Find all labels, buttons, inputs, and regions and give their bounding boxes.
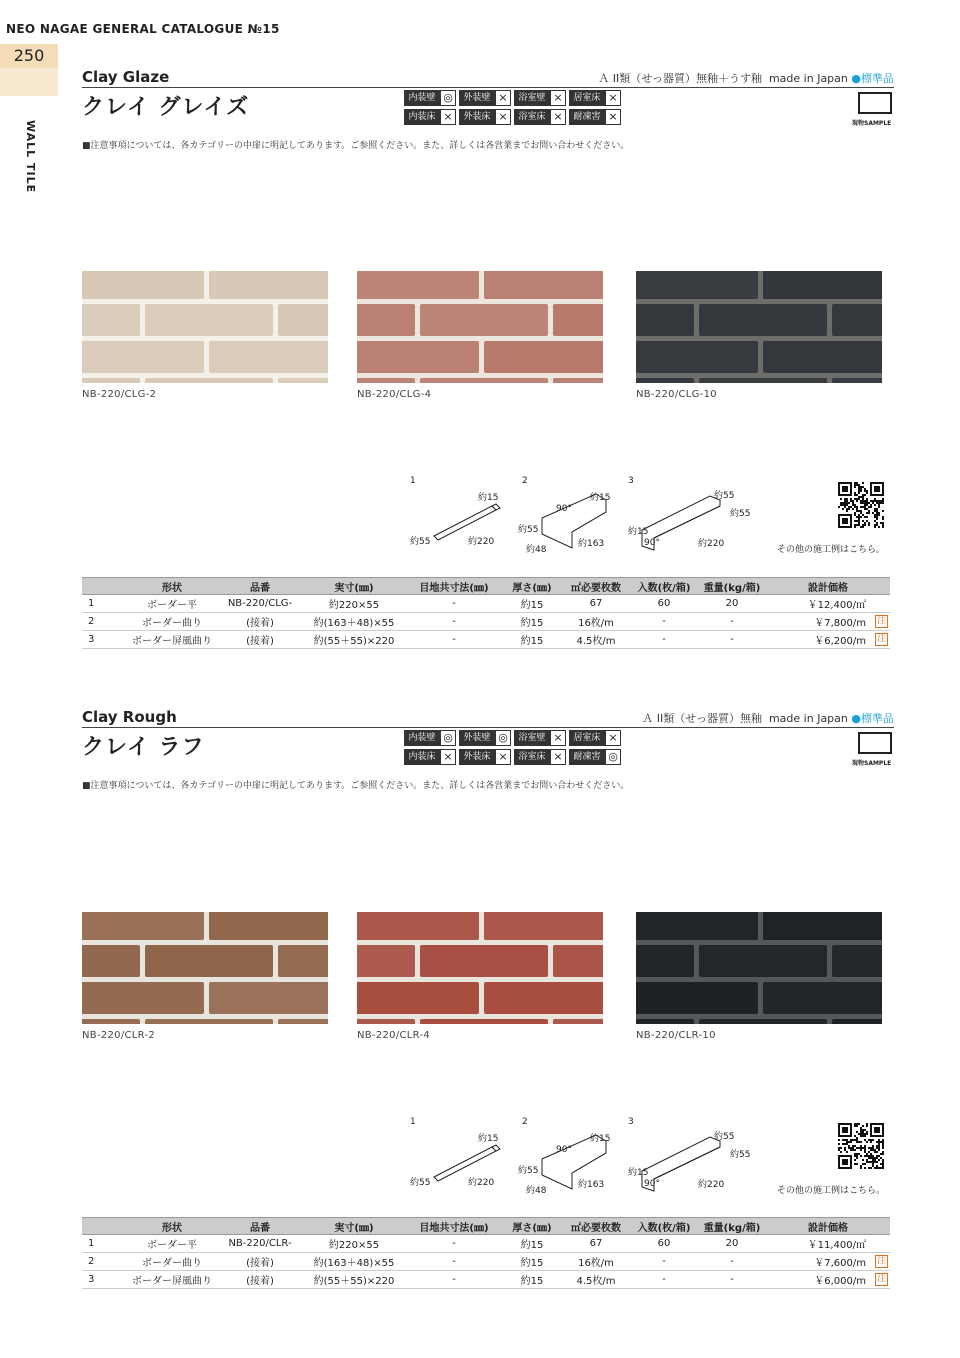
column-header: 目地共寸法(㎜) [406, 1218, 502, 1235]
brick [553, 304, 603, 336]
table-header-row [82, 578, 890, 595]
product-name-en: Clay Glaze [82, 68, 170, 86]
dimension-label: 約55 [518, 525, 539, 535]
dimension-label: 約163 [578, 1180, 605, 1190]
table-row [82, 631, 890, 649]
dimension-label: 2 [522, 476, 528, 486]
note-badge: 注 [876, 616, 886, 626]
qr-code-icon [838, 1123, 884, 1169]
dimension-label: 2 [522, 1117, 528, 1127]
side-label: WALL TILE [24, 120, 37, 194]
brick [357, 912, 479, 940]
brick-pattern [82, 912, 328, 1024]
dimension-label: 約15 [478, 493, 499, 503]
tile-image [636, 271, 882, 383]
dimension-label: 90° [644, 1179, 660, 1189]
brick [636, 304, 694, 336]
table-cell: (接着) [218, 1253, 302, 1271]
table-cell: 約15 [502, 613, 562, 631]
table-cell: 60 [630, 595, 698, 613]
brick [484, 912, 603, 940]
table-cell: 1 [82, 595, 126, 613]
sample-icon [858, 92, 892, 114]
brick [145, 378, 273, 383]
caution-note: ■注意事項については、各カテゴリーの中扉に明記してあります。ご参照ください。また、詳しくは各営業までお問い合わせください。 [82, 781, 630, 791]
brick [82, 982, 204, 1014]
brick [699, 304, 827, 336]
brick [832, 304, 882, 336]
classification: Ａ II類（せっ器質）無釉 made in Japan ●標準品 [642, 712, 894, 725]
table-cell: 4.5枚/m [562, 1271, 630, 1289]
qr-caption: その他の施工例はこちら。 [777, 1186, 886, 1196]
table-cell: ボーダー平 [126, 595, 218, 613]
brick [484, 271, 603, 299]
tile-code: NB-220/CLR-2 [82, 1030, 156, 1041]
table-cell: - [406, 595, 502, 613]
brick [357, 945, 415, 977]
table-cell: NB-220/CLG- [218, 595, 302, 613]
brick [278, 378, 328, 383]
table-cell: 約(163＋48)×55 [302, 1253, 406, 1271]
table-cell: 約(163＋48)×55 [302, 613, 406, 631]
brick [832, 945, 882, 977]
table-cell: - [698, 613, 766, 631]
column-header: 形状 [126, 578, 218, 595]
table-cell: 20 [698, 1235, 766, 1253]
brick [209, 271, 328, 299]
column-header: 実寸(㎜) [302, 578, 406, 595]
column-header: 品番 [218, 578, 302, 595]
brick [357, 341, 479, 373]
table-cell: - [406, 1235, 502, 1253]
dimension-label: 3 [628, 476, 634, 486]
table-cell: 3 [82, 631, 126, 649]
shape-diagrams [400, 1113, 780, 1195]
table-cell: 約15 [502, 1253, 562, 1271]
table-row [82, 1253, 890, 1271]
table-cell: - [698, 1253, 766, 1271]
table-cell: ボーダー平 [126, 1235, 218, 1253]
page-number: 250 [0, 44, 58, 68]
brick [357, 304, 415, 336]
usage-badges: 内装壁 ◎ 外装壁 × 浴室壁 × 居室床 × 内装床 × 外装床 × 浴室床 × 耐凍害 × [404, 90, 624, 125]
dimension-label: 約15 [628, 1168, 649, 1178]
tile-code: NB-220/CLR-10 [636, 1030, 716, 1041]
brick [636, 945, 694, 977]
dimension-label: 約48 [526, 545, 547, 555]
brick [484, 341, 603, 373]
brick-pattern [82, 271, 328, 383]
tile-image [82, 912, 328, 1024]
table-cell: NB-220/CLR- [218, 1235, 302, 1253]
table-row [82, 1271, 890, 1289]
table-cell: 3 [82, 1271, 126, 1289]
caution-note: ■注意事項については、各カテゴリーの中扉に明記してあります。ご参照ください。また、詳しくは各営業までお問い合わせください。 [82, 141, 630, 151]
dimension-label: 90° [556, 504, 572, 514]
dimension-label: 約55 [730, 1150, 751, 1160]
brick [636, 378, 694, 383]
brick [763, 912, 882, 940]
page-tab-band [0, 68, 58, 96]
column-header: 厚さ(㎜) [502, 578, 562, 595]
table-cell: 約220×55 [302, 1235, 406, 1253]
dimension-label: 約220 [468, 537, 495, 547]
table-cell: 約(55＋55)×220 [302, 1271, 406, 1289]
brick [357, 271, 479, 299]
brick [145, 304, 273, 336]
table-row [82, 595, 890, 613]
table-cell: ボーダー屏風曲り [126, 1271, 218, 1289]
dimension-label: 90° [556, 1145, 572, 1155]
table-header-row [82, 1218, 890, 1235]
brick [763, 341, 882, 373]
brick [636, 1019, 694, 1024]
brick [420, 945, 548, 977]
table-cell: - [698, 1271, 766, 1289]
dimension-label: 1 [410, 476, 416, 486]
brick [832, 1019, 882, 1024]
table-cell: - [630, 613, 698, 631]
brick-pattern [357, 271, 603, 383]
table-cell: - [406, 631, 502, 649]
table-cell: 20 [698, 595, 766, 613]
table-cell: ￥7,600/m 注 [766, 1253, 890, 1271]
section-clay-rough [82, 708, 894, 798]
product-name-jp: クレイ グレイズ [82, 95, 250, 120]
table-cell: 約15 [502, 631, 562, 649]
table-cell: 約220×55 [302, 595, 406, 613]
table-cell: (接着) [218, 631, 302, 649]
brick [209, 341, 328, 373]
column-header: 目地共寸法(㎜) [406, 578, 502, 595]
table-cell: - [406, 1271, 502, 1289]
product-name-en: Clay Rough [82, 708, 177, 726]
brick [278, 304, 328, 336]
brick [357, 1019, 415, 1024]
table-cell: - [698, 631, 766, 649]
brick [145, 1019, 273, 1024]
brick [145, 945, 273, 977]
table-cell: 2 [82, 613, 126, 631]
table-cell: 約15 [502, 1271, 562, 1289]
dimension-label: 約15 [478, 1134, 499, 1144]
shape-diagrams [400, 472, 780, 554]
brick [209, 982, 328, 1014]
dimension-label: 約163 [578, 539, 605, 549]
classification: Ａ II類（せっ器質）無釉＋うす釉 made in Japan ●標準品 [598, 72, 894, 85]
qr-caption: その他の施工例はこちら。 [777, 545, 886, 555]
table-cell: 60 [630, 1235, 698, 1253]
brick [699, 945, 827, 977]
table-cell: (接着) [218, 1271, 302, 1289]
brick [636, 271, 758, 299]
brick [699, 1019, 827, 1024]
qr-code-icon [838, 482, 884, 528]
brick [420, 1019, 548, 1024]
tile-image [82, 271, 328, 383]
tile-image [357, 912, 603, 1024]
spec-table [82, 577, 890, 649]
dimension-label: 3 [628, 1117, 634, 1127]
table-cell: ￥11,400/㎡ [766, 1235, 890, 1253]
brick [82, 378, 140, 383]
sample-label: 現物SAMPLE [852, 120, 892, 127]
tile-image [357, 271, 603, 383]
dimension-label: 約15 [590, 1134, 611, 1144]
brick-pattern [636, 271, 882, 383]
brick [278, 1019, 328, 1024]
dimension-label: 約48 [526, 1186, 547, 1196]
dimension-label: 約55 [410, 1178, 431, 1188]
brick [82, 945, 140, 977]
tile-image [636, 912, 882, 1024]
column-header: 入数(枚/箱) [630, 1218, 698, 1235]
dimension-label: 約55 [714, 1132, 735, 1142]
brick [420, 304, 548, 336]
catalogue-title: NEO NAGAE GENERAL CATALOGUE №15 [6, 22, 280, 36]
brick [763, 982, 882, 1014]
dimension-label: 約55 [730, 509, 751, 519]
table-cell: 16枚/m [562, 613, 630, 631]
brick [636, 912, 758, 940]
table-cell: ボーダー曲り [126, 613, 218, 631]
tile-code: NB-220/CLG-10 [636, 389, 717, 400]
brick [82, 1019, 140, 1024]
table-cell: (接着) [218, 613, 302, 631]
dimension-label: 約220 [698, 1180, 725, 1190]
note-badge: 注 [876, 1256, 886, 1266]
brick-pattern [636, 912, 882, 1024]
brick [636, 341, 758, 373]
brick [832, 378, 882, 383]
table-cell: ボーダー屏風曲り [126, 631, 218, 649]
brick [553, 378, 603, 383]
column-header: 設計価格 [766, 1218, 890, 1235]
brick [484, 982, 603, 1014]
dimension-label: 約55 [410, 537, 431, 547]
table-cell: ￥6,000/m 注 [766, 1271, 890, 1289]
table-cell: 2 [82, 1253, 126, 1271]
table-row [82, 613, 890, 631]
brick [82, 341, 204, 373]
brick [82, 304, 140, 336]
table-cell: - [630, 1253, 698, 1271]
table-cell: 67 [562, 595, 630, 613]
section-clay-glaze [82, 68, 894, 158]
column-header: ㎡必要枚数 [562, 1218, 630, 1235]
column-header: 設計価格 [766, 578, 890, 595]
table-cell: 約15 [502, 1235, 562, 1253]
brick [420, 378, 548, 383]
dimension-label: 90° [644, 538, 660, 548]
brick [763, 271, 882, 299]
table-cell: ￥12,400/㎡ [766, 595, 890, 613]
dimension-label: 約15 [628, 527, 649, 537]
table-cell: 約15 [502, 595, 562, 613]
brick [82, 912, 204, 940]
column-header: ㎡必要枚数 [562, 578, 630, 595]
dimension-label: 約55 [518, 1166, 539, 1176]
note-badge: 注 [876, 1274, 886, 1284]
table-cell: 67 [562, 1235, 630, 1253]
table-cell: 約(55＋55)×220 [302, 631, 406, 649]
sample-icon [858, 732, 892, 754]
dimension-label: 約220 [468, 1178, 495, 1188]
note-badge: 注 [876, 634, 886, 644]
brick [357, 982, 479, 1014]
table-cell: 1 [82, 1235, 126, 1253]
column-header: 厚さ(㎜) [502, 1218, 562, 1235]
column-header: 重量(kg/箱) [698, 578, 766, 595]
table-cell: ボーダー曲り [126, 1253, 218, 1271]
column-header: 実寸(㎜) [302, 1218, 406, 1235]
product-name-jp: クレイ ラフ [82, 735, 205, 760]
column-header: 重量(kg/箱) [698, 1218, 766, 1235]
column-header: 品番 [218, 1218, 302, 1235]
tile-code: NB-220/CLR-4 [357, 1030, 431, 1041]
tile-code: NB-220/CLG-4 [357, 389, 432, 400]
brick [636, 982, 758, 1014]
table-cell: ￥7,800/m 注 [766, 613, 890, 631]
usage-badges: 内装壁 ◎ 外装壁 ◎ 浴室壁 × 居室床 × 内装床 × 外装床 × 浴室床 × 耐凍害 ◎ [404, 730, 624, 765]
dimension-label: 約55 [714, 491, 735, 501]
table-cell: ￥6,200/m 注 [766, 631, 890, 649]
brick [82, 271, 204, 299]
brick [553, 1019, 603, 1024]
column-header: 形状 [126, 1218, 218, 1235]
table-cell: - [406, 1253, 502, 1271]
column-header: 入数(枚/箱) [630, 578, 698, 595]
sample-label: 現物SAMPLE [852, 760, 892, 767]
table-row [82, 1235, 890, 1253]
brick [553, 945, 603, 977]
brick-pattern [357, 912, 603, 1024]
table-cell: 16枚/m [562, 1253, 630, 1271]
brick [357, 378, 415, 383]
dimension-label: 約15 [590, 493, 611, 503]
brick [278, 945, 328, 977]
dimension-label: 1 [410, 1117, 416, 1127]
table-cell: - [630, 631, 698, 649]
brick [209, 912, 328, 940]
dimension-label: 約220 [698, 539, 725, 549]
table-cell: - [630, 1271, 698, 1289]
table-cell: - [406, 613, 502, 631]
brick [699, 378, 827, 383]
table-cell: 4.5枚/m [562, 631, 630, 649]
spec-table [82, 1217, 890, 1289]
tile-code: NB-220/CLG-2 [82, 389, 157, 400]
